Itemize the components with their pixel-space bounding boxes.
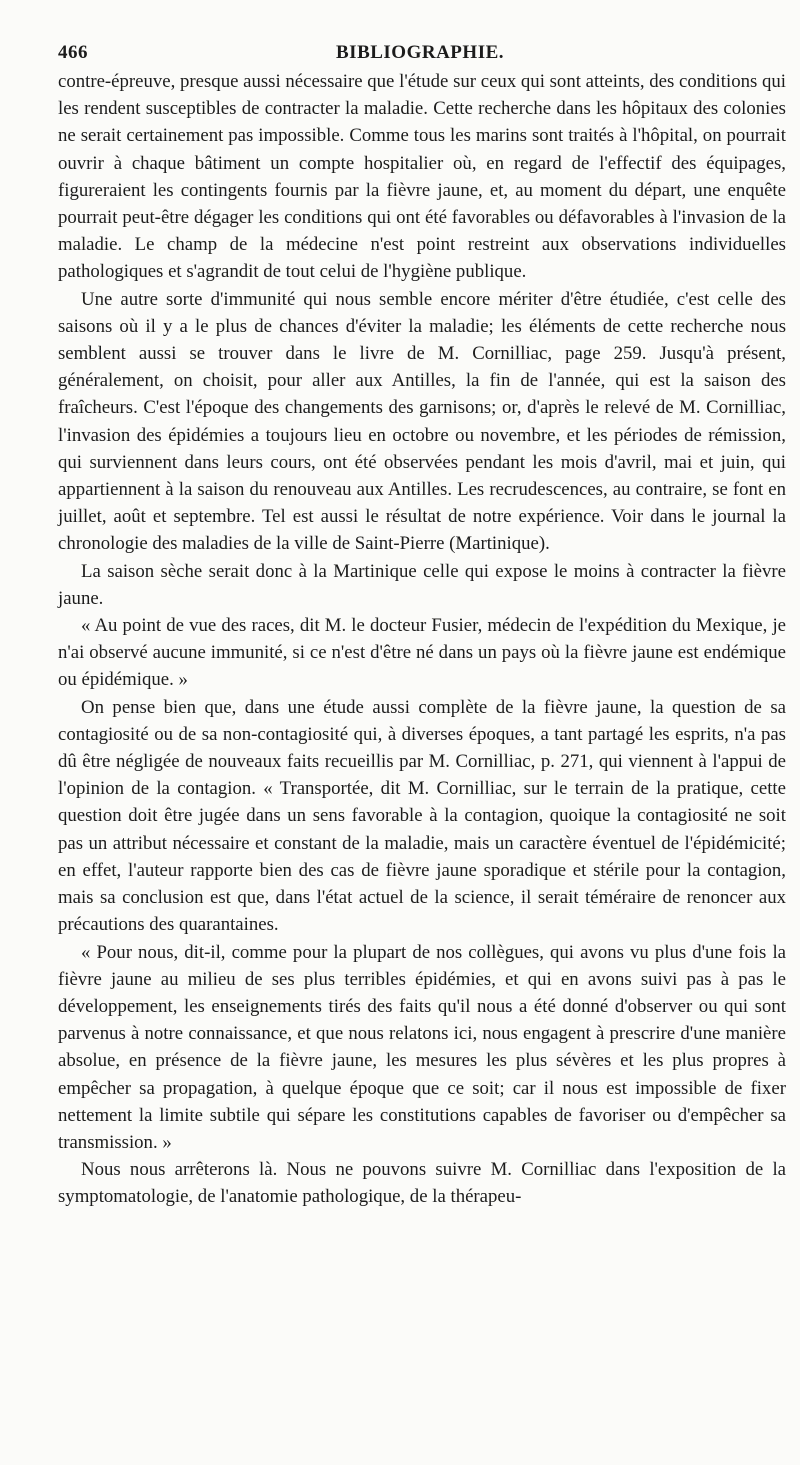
paragraph-dry-season: La saison sèche serait donc à la Martinique celle qui expose le moins à contracter la fièvre jaune. <box>58 560 786 609</box>
paragraph-closing: Nous nous arrêterons là. Nous ne pouvons suivre M. Cornilliac dans l'exposition de la symptomatologie, de l'anatomie pathologique, de la thérapeu- <box>58 1159 786 1208</box>
running-title: BIBLIOGRAPHIE. <box>336 42 505 63</box>
paragraph-contagion: On pense bien que, dans une étude aussi complète de la fièvre jaune, la question de sa contagiosité ou de sa non-contagiosité qui, à diverses époques, a tant partagé les esprits, n'a pas dû être négligée de nouveaux faits recueillis par M. Cornilliac, p. 271, qui viennent à l'appui de l'opinion de la contagion. « Transportée, dit M. Cornilliac, sur le terrain de la pratique, cette question doit être jugée dans un sens favorable à la contagion, quoique la contagiosité ne soit pas un attribut nécessaire et constant de la maladie, mais un caractère éventuel de l'épidémicité; en effet, l'auteur rapporte bien des cas de fièvre jaune sporadique et stérile pour la contagion, mais sa conclusion est que, dans l'état actuel de la science, il serait téméraire de renoncer aux précautions des quarantaines. <box>58 696 786 936</box>
paragraph-seasonal-immunity: Une autre sorte d'immunité qui nous semble encore mériter d'être étudiée, c'est celle des saisons où il y a le plus de chances d'éviter la maladie; les éléments de cette recherche nous semblent aussi se trouver dans le livre de M. Cornilliac, page 259. Jusqu'à présent, généralement, on choisit, pour aller aux Antilles, la fin de l'année, qui est la saison des fraîcheurs. C'est l'époque des changements des garnisons; or, d'après le relevé de M. Cornilliac, l'invasion des épidémies a toujours lieu en octobre ou novembre, et les périodes de rémission, qui surviennent dans leurs cours, ont été observées pendant les mois d'avril, mai et juin, qui appartiennent à la saison du renouveau aux Antilles. Les recrudescences, au contraire, se font en juillet, août et septembre. Tel est aussi le résultat de notre expérience. Voir dans le journal la chronologie des maladies de la ville de Saint-Pierre (Martinique). <box>58 288 786 555</box>
document-page <box>58 38 786 1211</box>
page-number: 466 <box>58 42 88 63</box>
paragraph-continued: contre-épreuve, presque aussi nécessaire que l'étude sur ceux qui sont atteints, des conditions qui les rendent susceptibles de contracter la maladie. Cette recherche dans les hôpitaux des colonies ne serait certainement pas impossible. Comme tous les marins sont traités à l'hôpital, on pourrait ouvrir à chaque bâtiment un compte hospitalier où, en regard de l'effectif des équipages, figureraient les contingents fournis par la fièvre jaune, et, au moment du départ, une enquête pourrait peut-être dégager les conditions qui ont été favorables ou défavorables à l'invasion de la maladie. Le champ de la médecine n'est point restreint aux observations individuelles pathologiques et s'agrandit de tout celui de l'hygiène publique. <box>58 71 786 283</box>
body-text <box>58 68 786 1211</box>
running-header <box>58 38 786 68</box>
paragraph-fusier-quote: « Au point de vue des races, dit M. le docteur Fusier, médecin de l'expédition du Mexique, je n'ai observé aucune immunité, si ce n'est d'être né dans un pays où la fièvre jaune est endémique ou épidémique. » <box>58 615 786 691</box>
paragraph-cornilliac-quote: « Pour nous, dit-il, comme pour la plupart de nos collègues, qui avons vu plus d'une fois la fièvre jaune au milieu de ses plus terribles épidémies, et qui en avons suivi pas à pas le développement, les enseignements tirés des faits qu'il nous a été donné d'observer ou qui sont parvenus à notre connaissance, et que nous relatons ici, nous engagent à prescrire d'une manière absolue, en présence de la fièvre jaune, les mesures les plus sévères et les plus propres à empêcher sa propagation, à quelque époque que ce soit; car il nous est impossible de fixer nettement la limite subtile qui sépare les constitutions capables de favoriser ou d'empêcher sa transmission. » <box>58 941 786 1153</box>
